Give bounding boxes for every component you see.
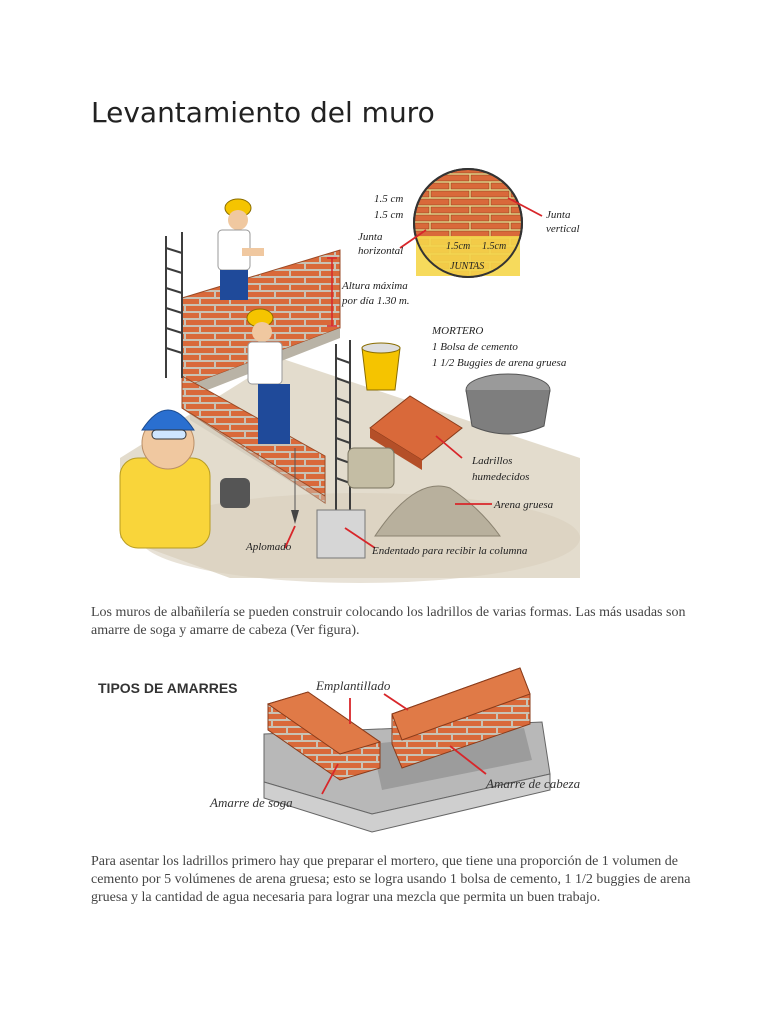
mortero-line-2: 1 1/2 Buggies de arena gruesa	[432, 357, 567, 369]
bond-types-illustration	[92, 664, 602, 834]
altura-label-1: Altura máxima	[342, 280, 408, 292]
juntas-label: JUNTAS	[450, 261, 485, 272]
span-label-2: 1.5cm	[482, 241, 507, 252]
bond-types-heading: TIPOS DE AMARRES	[98, 680, 238, 696]
ladrillos-label-2: humedecidos	[472, 471, 530, 483]
amarre-soga-label: Amarre de soga	[210, 795, 293, 810]
paragraph-bond-types: Los muros de albañilería se pueden construir colocando los ladrillos de varias formas. Las más usadas son amarre de soga y amarre de cabeza (Ver figura).	[91, 605, 686, 638]
concrete-footing	[317, 510, 365, 558]
cement-bags	[348, 448, 394, 488]
aplomado-label: Aplomado	[246, 541, 292, 553]
ladrillos-label-1: Ladrillos	[472, 455, 513, 467]
altura-label-2: por día 1.30 m.	[342, 295, 410, 307]
mortero-title: MORTERO	[432, 325, 484, 337]
page-title: Levantamiento del muro	[91, 96, 435, 129]
wall-construction-illustration	[110, 158, 590, 590]
junta-horizontal-label-2: horizontal	[358, 245, 404, 257]
span-label-1: 1.5cm	[446, 241, 471, 252]
mortar-tub	[466, 374, 550, 434]
bucket-icon	[362, 343, 400, 390]
endentado-label: Endentado para recibir la columna	[372, 545, 528, 557]
joint-label-2: 1.5 cm	[374, 209, 404, 221]
joint-label-1: 1.5 cm	[374, 193, 404, 205]
paragraph-mortar: Para asentar los ladrillos primero hay que preparar el mortero, que tiene una proporción de 1 volumen de cemento por 5 volúmenes de arena gruesa; esto se logra usando 1 bolsa de cemento, 1 1/2 buggies de arena gruesa y la cantidad de agua necesaria para lograr una mezcla que permita un buen trabajo.	[91, 854, 691, 905]
junta-vertical-label-2: vertical	[546, 223, 580, 235]
arena-label: Arena gruesa	[494, 499, 554, 511]
rebar-column-left	[166, 232, 182, 378]
junta-horizontal-label-1: Junta	[358, 231, 383, 243]
junta-vertical-label-1: Junta	[546, 209, 571, 221]
amarre-cabeza-label: Amarre de cabeza	[486, 776, 581, 791]
mortero-line-1: 1 Bolsa de cemento	[432, 341, 518, 353]
emplantillado-label: Emplantillado	[316, 678, 391, 693]
